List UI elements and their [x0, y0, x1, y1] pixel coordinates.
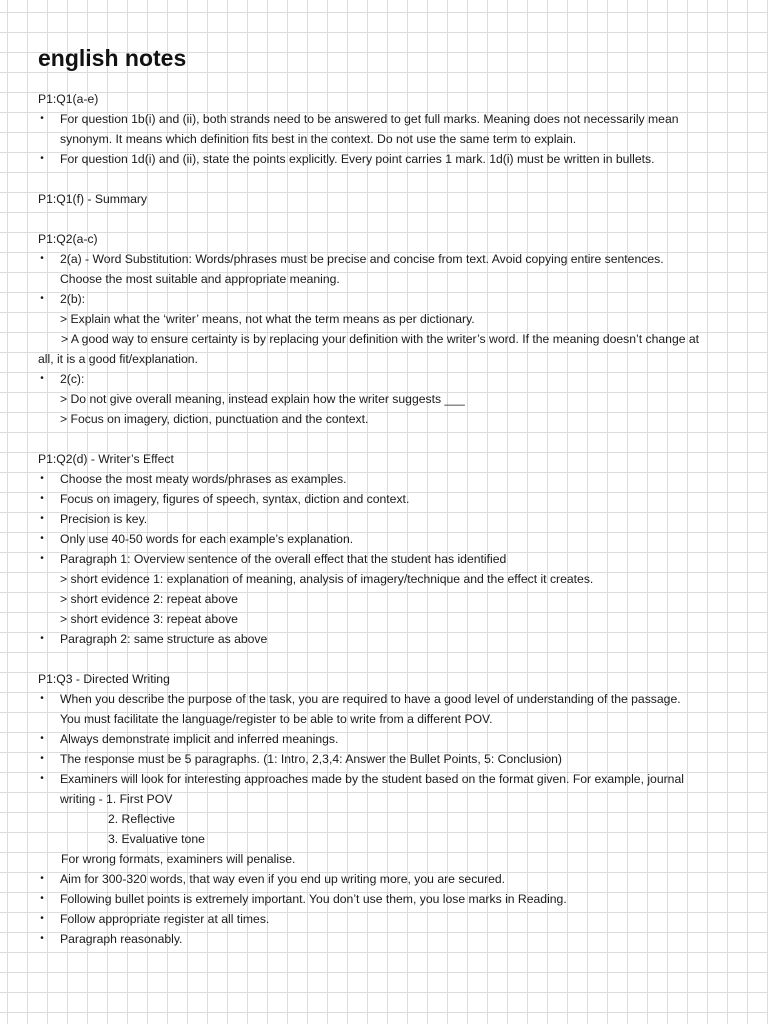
bullet-item: [38, 629, 738, 649]
bullet-text: Aim for 300-320 words, that way even if you end up writing more, you are secured.: [60, 872, 506, 886]
bullet-item: [38, 689, 738, 709]
sub-point: > Focus on imagery, diction, punctuation and the context.: [60, 412, 369, 426]
bullet-item: [38, 909, 738, 929]
numbered-sub-point: 2. Reflective: [108, 812, 176, 826]
continuation-line: writing - 1. First POV: [60, 792, 173, 806]
bullet-text: When you describe the purpose of the task, you are required to have a good level of understanding of the passage.: [60, 692, 681, 706]
bullet-item: [38, 149, 738, 169]
sub-point: > A good way to ensure certainty is by replacing your definition with the writer’s word. If the meaning doesn’t change at: [61, 332, 700, 346]
bullet-icon: •: [40, 933, 44, 944]
bullet-text: Following bullet points is extremely important. You don’t use them, you lose marks in Reading.: [60, 892, 567, 906]
bullet-icon: •: [40, 693, 44, 704]
bullet-text: 2(a) - Word Substitution: Words/phrases must be precise and concise from text. Avoid copying entire sentences.: [60, 252, 664, 266]
bullet-icon: •: [40, 493, 44, 504]
bullet-text: The response must be 5 paragraphs. (1: Intro, 2,3,4: Answer the Bullet Points, 5: Conclusion): [60, 752, 562, 766]
bullet-item: [38, 869, 738, 889]
bullet-text: Paragraph 1: Overview sentence of the overall effect that the student has identified: [60, 552, 507, 566]
blank-line: [38, 209, 738, 229]
continuation-line: synonym. It means which definition fits best in the context. Do not use the same term to explain.: [60, 132, 577, 146]
bullet-text: Focus on imagery, figures of speech, syntax, diction and context.: [60, 492, 410, 506]
blank-line: [38, 169, 738, 189]
bullet-icon: •: [40, 773, 44, 784]
section-heading: P1:Q3 - Directed Writing: [38, 672, 170, 686]
bullet-item: [38, 369, 738, 389]
bullet-icon: •: [40, 893, 44, 904]
bullet-icon: •: [40, 913, 44, 924]
continuation-line: Choose the most suitable and appropriate meaning.: [60, 272, 340, 286]
section-heading: P1:Q1(f) - Summary: [38, 192, 148, 206]
bullet-icon: •: [40, 513, 44, 524]
bullet-item: [38, 729, 738, 749]
bullet-text: Paragraph 2: same structure as above: [60, 632, 268, 646]
bullet-icon: •: [40, 253, 44, 264]
bullet-icon: •: [40, 293, 44, 304]
note-page: [38, 42, 738, 949]
sub-point: > short evidence 3: repeat above: [60, 612, 238, 626]
bullet-icon: •: [40, 733, 44, 744]
bullet-text: For question 1d(i) and (ii), state the points explicitly. Every point carries 1 mark. 1d(i) must be written in bullets.: [60, 152, 655, 166]
section-heading: P1:Q2(d) - Writer’s Effect: [38, 452, 174, 466]
blank-line: [38, 649, 738, 669]
bullet-item: [38, 509, 738, 529]
bullet-text: Only use 40-50 words for each example’s explanation.: [60, 532, 354, 546]
bullet-item: [38, 489, 738, 509]
numbered-sub-point: 3. Evaluative tone: [108, 832, 205, 846]
bullet-icon: •: [40, 473, 44, 484]
bullet-icon: •: [40, 633, 44, 644]
sub-point: > short evidence 1: explanation of meaning, analysis of imagery/technique and the effect it creates.: [60, 572, 594, 586]
sub-note: For wrong formats, examiners will penalise.: [61, 852, 296, 866]
bullet-item: [38, 249, 738, 269]
bullet-text: Precision is key.: [60, 512, 148, 526]
bullet-item: [38, 529, 738, 549]
bullet-item: [38, 109, 738, 129]
bullet-item: [38, 929, 738, 949]
sub-point: > short evidence 2: repeat above: [60, 592, 238, 606]
bullet-icon: •: [40, 153, 44, 164]
bullet-text: Follow appropriate register at all times.: [60, 912, 270, 926]
note-body[interactable]: [38, 89, 738, 949]
bullet-text: Examiners will look for interesting approaches made by the student based on the format given. For example, journal: [60, 772, 684, 786]
continuation-line: all, it is a good fit/explanation.: [38, 352, 198, 366]
bullet-text: 2(b):: [60, 292, 86, 306]
bullet-text: Always demonstrate implicit and inferred meanings.: [60, 732, 339, 746]
bullet-text: Choose the most meaty words/phrases as examples.: [60, 472, 347, 486]
section-heading: P1:Q2(a-c): [38, 232, 98, 246]
note-title[interactable]: english notes: [38, 45, 187, 71]
bullet-item: [38, 289, 738, 309]
bullet-item: [38, 889, 738, 909]
bullet-text: 2(c):: [60, 372, 85, 386]
bullet-item: [38, 749, 738, 769]
bullet-item: [38, 549, 738, 569]
sub-point: > Explain what the ‘writer’ means, not what the term means as per dictionary.: [60, 312, 475, 326]
section-heading: P1:Q1(a-e): [38, 92, 99, 106]
bullet-item: [38, 769, 738, 789]
bullet-text: For question 1b(i) and (ii), both strands need to be answered to get full marks. Meaning does not necessarily mean: [60, 112, 679, 126]
continuation-line: You must facilitate the language/register to be able to write from a different POV.: [60, 712, 493, 726]
bullet-item: [38, 469, 738, 489]
bullet-icon: •: [40, 113, 44, 124]
bullet-icon: •: [40, 753, 44, 764]
bullet-icon: •: [40, 553, 44, 564]
bullet-icon: •: [40, 373, 44, 384]
bullet-text: Paragraph reasonably.: [60, 932, 183, 946]
blank-line: [38, 429, 738, 449]
bullet-icon: •: [40, 533, 44, 544]
bullet-icon: •: [40, 873, 44, 884]
sub-point: > Do not give overall meaning, instead explain how the writer suggests ___: [60, 392, 465, 406]
